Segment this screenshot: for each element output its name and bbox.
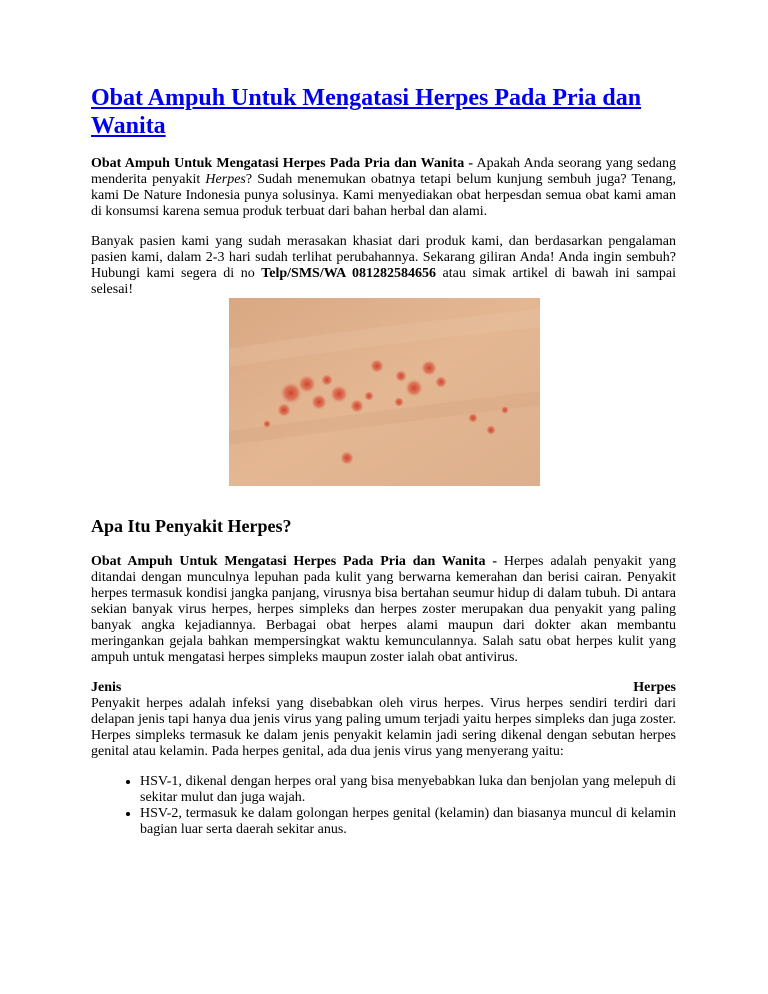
intro-lead: Obat Ampuh Untuk Mengatasi Herpes Pada Pria dan Wanita -	[91, 156, 474, 171]
definition-paragraph	[91, 554, 676, 666]
types-heading-right: Herpes	[633, 680, 676, 695]
intro-italic-term: Herpes	[205, 172, 246, 187]
contact-number: Telp/SMS/WA 081282584656	[261, 266, 437, 281]
definition-text: Herpes adalah penyakit yang ditandai dengan munculnya lepuhan pada kulit yang berwarna kemerahan dan berisi cairan. Penyakit herpes termasuk kondisi jangka panjang, virusnya bisa bertahan seumur hidup di dalam tubuh. Di antara sekian banyak virus herpes, herpes simpleks dan herpes zoster merupakan dua penyakit yang paling banyak angka kejadiannya. Berbagai obat herpes alami maupun dari dokter akan membantu meringankan gejala bahkan mempersingkat waktu kemunculannya. Salah satu obat herpes kulit yang ampuh untuk mengatasi herpes simpleks maupun zoster ialah obat antivirus.	[91, 554, 676, 665]
contact-paragraph	[91, 234, 676, 298]
section-heading: Apa Itu Penyakit Herpes?	[91, 516, 292, 536]
contact-text-2: atau simak artikel di bawah ini sampai selesai!	[91, 266, 676, 297]
types-paragraph: Penyakit herpes adalah infeksi yang disebabkan oleh virus herpes. Virus herpes sendiri terdiri dari delapan jenis tapi hanya dua jenis virus yang paling umum terjadi yaitu herpes simpleks dan juga zoster. Herpes simpleks termasuk ke dalam jenis penyakit kelamin jadi sering dikenal dengan sebutan herpes genital atau kelamin. Pada herpes genital, ada dua jenis virus yang menyerang yaitu:	[91, 696, 676, 759]
article-title	[91, 84, 676, 140]
definition-lead: Obat Ampuh Untuk Mengatasi Herpes Pada Pria dan Wanita -	[91, 554, 497, 569]
article-title-link[interactable]: Obat Ampuh Untuk Mengatasi Herpes Pada Pria dan Wanita	[91, 85, 642, 139]
article	[91, 84, 676, 838]
contact-text: Banyak pasien kami yang sudah merasakan khasiat dari produk kami, dan berdasarkan pengalaman pasien kami, dalam 2-3 hari sudah terlihat perubahannya. Sekarang giliran Anda! Anda ingin sembuh? Hubungi kami segera di no	[91, 234, 676, 281]
types-heading	[91, 680, 676, 696]
virus-type-list	[91, 774, 676, 838]
list-item: • HSV-1, dikenal dengan herpes oral yang bisa menyebabkan luka dan benjolan yang melepuh di sekitar mulut dan juga wajah.	[140, 774, 676, 806]
types-section	[91, 680, 676, 760]
types-heading-left: Jenis	[91, 680, 122, 695]
intro-text-2: ? Sudah menemukan obatnya tetapi belum kunjung sembuh juga? Tenang, kami De Nature Indonesia punya solusinya. Kami menyediakan obat herpesdan semua obat kami aman di konsumsi karena semua produk terbuat dari bahan herbal dan alami.	[91, 172, 676, 219]
intro-text: Apakah Anda seorang yang sedang menderita penyakit	[91, 156, 676, 187]
intro-paragraph	[91, 156, 676, 220]
list-item: • HSV-2, termasuk ke dalam golongan herpes genital (kelamin) dan biasanya muncul di kelamin bagian luar serta daerah sekitar anus.	[140, 806, 676, 838]
herpes-skin-photo	[229, 298, 540, 486]
